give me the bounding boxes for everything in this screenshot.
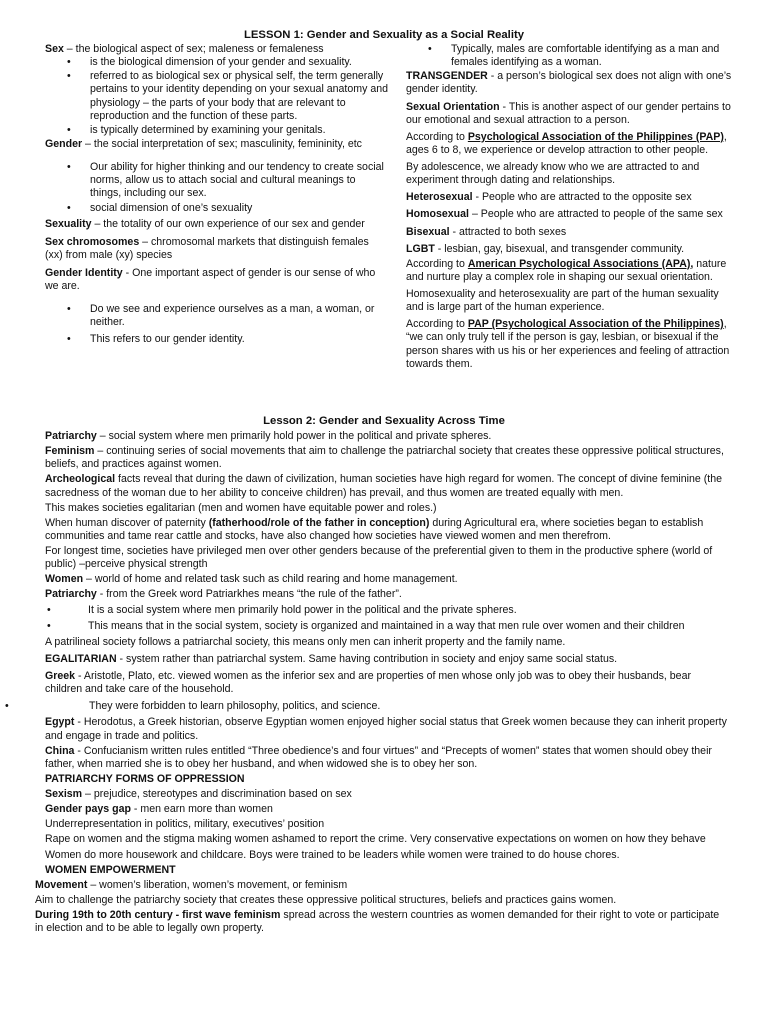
paternity-paragraph: When human discover of paternity (fatherhood/role of the father in conception) during Agricultural era, where societies began to establish communities and tame rear cattle and stocks, have also changed how societies have viewed women and men therefrom. <box>45 516 704 542</box>
list-item: • This refers to our gender identity. <box>45 333 388 346</box>
lgbt-definition: LGBT - lesbian, gay, bisexual, and transgender community. <box>406 242 685 255</box>
underrepresentation-item: Underrepresentation in politics, military, executives’ position <box>45 818 325 831</box>
list-item: • Do we see and experience ourselves as a man, a woman, or neither. <box>45 303 388 329</box>
women-definition: Women – world of home and related task such as child rearing and home management. <box>45 573 458 586</box>
egalitarian-note: This makes societies egalitarian (men and women have equitable power and roles.) <box>45 501 437 514</box>
housework-item: Women do more housework and childcare. Boys were trained to be leaders while women were trained to do house chores. <box>45 848 620 861</box>
sexuality-definition: Sexuality – the totality of our own experience of our sex and gender <box>45 217 365 230</box>
oppression-heading: PATRIARCHY FORMS OF OPPRESSION <box>45 772 245 785</box>
longest-paragraph: For longest time, societies have privileged men over other genders because of the preferential given to them in the productive sphere (world of public) –perceive physical strength <box>45 545 713 571</box>
feminism-definition: Feminism – continuing series of social movements that aim to challenge the patriarchal society that creates these oppressive political structures, beliefs, and practices against women. <box>45 445 724 471</box>
greek-bullet <box>5 700 728 713</box>
list-item: • is the biological dimension of your gender and sexuality. <box>45 56 388 69</box>
lesson1-right-column <box>406 43 732 373</box>
first-wave-paragraph: During 19th to 20th century - first wave feminism spread across the western countries as women demanded for their right to vote or participate in election and to be able to legally own property. <box>35 909 720 935</box>
bisexual-definition: Bisexual - attracted to both sexes <box>406 225 567 238</box>
greek-paragraph: Greek - Aristotle, Plato, etc. viewed women as the inferior sex and are properties of men whose only job was to obey their husbands, bear children and take care of the household. <box>45 670 691 696</box>
aim-paragraph: Aim to challenge the patriarchy society that creates these oppressive political structures, beliefs and practices gains women. <box>35 893 617 906</box>
identity-bullets <box>45 303 388 346</box>
gender-identity-definition: Gender Identity - One important aspect of gender is our sense of who we are. <box>45 266 376 292</box>
lesson1-left-column <box>45 43 388 349</box>
list-item: • They were forbidden to learn philosophy, politics, and science. <box>5 700 728 713</box>
list-item: • It is a social system where men primarily hold power in the political and the private spheres. <box>45 604 728 617</box>
egypt-paragraph: Egypt - Herodotus, a Greek historian, observe Egyptian women enjoyed higher social status that Greek women because they can inherit property and engage in trade and politics. <box>45 716 727 742</box>
apa-paragraph: According to American Psychological Associations (APA), nature and nurture play a complex role in shaping our sexual orientation. <box>406 257 727 283</box>
typically-bullet <box>406 43 732 69</box>
empowerment-heading: WOMEN EMPOWERMENT <box>45 863 176 876</box>
adolescence-paragraph: By adolescence, we already know who we are attracted to and experiment through dating and relationships. <box>406 161 700 187</box>
transgender-definition: TRANSGENDER - a person’s biological sex does not align with one’s gender identity. <box>406 70 732 96</box>
paygap-definition: Gender pays gap - men earn more than women <box>45 803 273 816</box>
list-item: • Our ability for higher thinking and our tendency to create social norms, allow us to attach social and cultural meanings to things, including our sex. <box>45 161 388 200</box>
egalitarian-definition: EGALITARIAN - system rather than patriarchal system. Same having contribution in society and enjoy same social status. <box>45 652 618 665</box>
list-item: • This means that in the social system, society is organized and maintained in a way that men rule over women and their children <box>45 620 728 633</box>
sex-bullets-tail <box>45 124 388 137</box>
lesson1-title: LESSON 1: Gender and Sexuality as a Social Reality <box>243 29 525 41</box>
orientation-definition: Sexual Orientation - This is another aspect of our gender pertains to our emotional and sexual attraction to a person. <box>406 100 731 126</box>
pap-paragraph-2: According to PAP (Psychological Association of the Philippines), “we can only truly tell if the person is gay, lesbian, or bisexual if the person shares with us his or her experiences and feeling of attraction towards them. <box>406 318 730 370</box>
movement-definition: Movement – women’s liberation, women’s movement, or feminism <box>35 878 348 891</box>
homosexual-definition: Homosexual – People who are attracted to people of the same sex <box>406 208 723 221</box>
china-paragraph: China - Confucianism written rules entitled “Three obedience’s and four virtues” and “Precepts of women” states that women should obey their father, when married she is to obey her husband, and when widowed she is to obey her son. <box>45 744 712 770</box>
sex-definition: Sex – the biological aspect of sex; maleness or femaleness <box>45 43 324 55</box>
patrilineal-paragraph: A patrilineal society follows a patriarchal society, this means only men can inherit property and the family name. <box>45 635 566 648</box>
sex-bullets <box>45 56 388 123</box>
gender-definition: Gender – the social interpretation of sex; masculinity, femininity, etc <box>45 137 362 150</box>
pap-link-1: Psychological Association of the Philippines (PAP) <box>467 130 724 143</box>
gender-bullets <box>45 161 388 216</box>
archeological-paragraph: Archeological facts reveal that during the dawn of civilization, human societies have high regard for women. The concept of divine feminine (the sacredness of the woman due to her ability to conceive children) has prevail, and thus women are treated equally with men. <box>45 473 722 499</box>
sexism-definition: Sexism – prejudice, stereotypes and discrimination based on sex <box>45 788 352 800</box>
patriarchy-origin: Patriarchy - from the Greek word Patriarkhes means “the rule of the father”. <box>45 588 402 601</box>
lesson2-body <box>35 430 728 937</box>
heterosexual-definition: Heterosexual - People who are attracted to the opposite sex <box>406 191 692 204</box>
homo-hetero-paragraph: Homosexuality and heterosexuality are part of the human sexuality and is large part of the human experience. <box>406 288 719 314</box>
lesson2-title: Lesson 2: Gender and Sexuality Across Time <box>263 415 505 427</box>
patriarchy-definition: Patriarchy – social system where men primarily hold power in the political and private spheres. <box>45 430 492 442</box>
list-item: • is typically determined by examining your genitals. <box>45 124 388 137</box>
rape-item: Rape on women and the stigma making women ashamed to report the crime. Very conservative expectations on women on how they behave <box>45 833 706 846</box>
patriarchy-bullets <box>45 604 728 633</box>
pap-link-2: PAP (Psychological Association of the Philippines) <box>467 318 724 331</box>
apa-link: American Psychological Associations (APA), <box>467 257 694 270</box>
list-item: • referred to as biological sex or physical self, the term generally pertains to your identity depending on your sexual anatomy and physiology – the parts of your body that are relevant to reproduction and the function of these parts. <box>45 70 388 123</box>
chromosomes-definition: Sex chromosomes – chromosomal markets that distinguish females (xx) from male (xy) species <box>45 235 369 261</box>
pap-paragraph-1: According to Psychological Association of the Philippines (PAP), ages 6 to 8, we experience or develop attraction to other people. <box>406 130 727 156</box>
list-item: • social dimension of one’s sexuality <box>45 202 388 215</box>
list-item: • Typically, males are comfortable identifying as a man and females identifying as a woman. <box>406 43 732 69</box>
